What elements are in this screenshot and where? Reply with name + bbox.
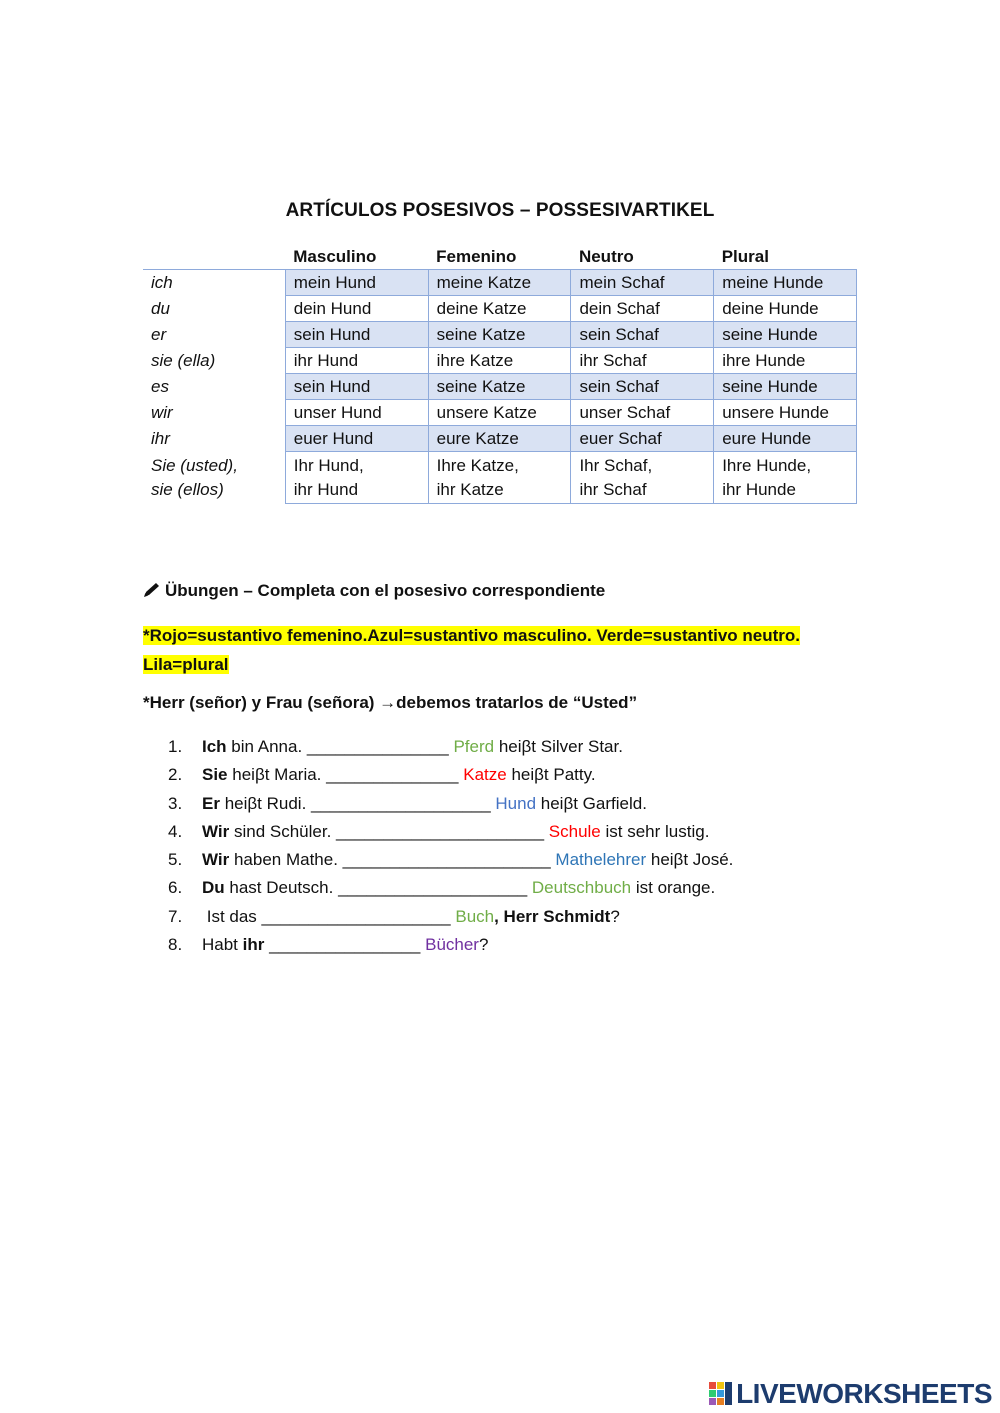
answer-blank[interactable]: ______________________	[342, 850, 551, 870]
item-text: Habt	[202, 935, 243, 955]
table-cell	[285, 452, 428, 504]
table-cell: euer Schaf	[571, 426, 714, 452]
table-cell: euer Hund	[285, 426, 428, 452]
item-noun: Deutschbuch	[531, 878, 632, 898]
possessive-table	[143, 243, 857, 504]
header-masculino: Masculino	[293, 247, 377, 266]
answer-blank[interactable]: ____________________	[261, 906, 451, 926]
item-text: ?	[610, 906, 620, 926]
table-cell: dein Schaf	[571, 296, 714, 322]
table-row	[143, 270, 857, 296]
table-row	[143, 296, 857, 322]
list-item	[168, 874, 733, 902]
cell-line: ihr Hunde	[722, 480, 796, 499]
list-item	[168, 733, 733, 761]
item-subject: Du	[202, 878, 225, 898]
item-noun: Hund	[495, 793, 537, 813]
item-subject: Wir	[202, 850, 230, 870]
table-cell: ihr Hund	[285, 348, 428, 374]
table-row	[143, 400, 857, 426]
item-noun: Bücher	[425, 935, 479, 955]
cell-line: Ihre Katze,	[436, 456, 519, 475]
pencil-icon	[143, 582, 161, 598]
table-corner	[143, 243, 285, 270]
table-cell: deine Hunde	[714, 296, 857, 322]
cell-line: Ihre Hunde,	[722, 456, 812, 475]
table-cell: unser Schaf	[571, 400, 714, 426]
item-noun: Mathelehrer	[555, 850, 647, 870]
answer-blank[interactable]: _______________	[306, 737, 449, 756]
pronoun-cell: ich	[151, 272, 173, 292]
item-subject: Wir	[202, 821, 230, 841]
cell-line: Ihr Schaf,	[579, 456, 653, 475]
pronoun-cell: es	[151, 376, 169, 396]
usted-note: *Herr (señor) y Frau (señora) →debemos tratarlos de “Usted”	[143, 693, 638, 712]
pronoun-cell: er	[151, 324, 167, 344]
pronoun-cell: du	[151, 298, 170, 318]
item-number: 5.	[168, 850, 183, 870]
table-cell: sein Schaf	[571, 374, 714, 400]
item-noun: Buch	[455, 906, 495, 926]
item-number: 2.	[168, 765, 183, 785]
item-text: ist sehr lustig.	[600, 821, 710, 841]
item-text: heiβt Garfield.	[536, 793, 647, 813]
legend-text: *Rojo=sustantivo femenino.Azul=sustantivo masculino. Verde=sustantivo neutro. Lila=plural	[143, 626, 800, 674]
page-title: ARTÍCULOS POSESIVOS – POSSESIVARTIKEL	[285, 200, 715, 221]
color-legend	[143, 621, 843, 679]
list-item	[168, 846, 733, 874]
brand-name: LIVEWORKSHEETS	[736, 1378, 992, 1409]
header-femenino: Femenino	[436, 247, 517, 266]
table-cell	[714, 452, 857, 504]
answer-blank[interactable]: ___________________	[311, 793, 491, 813]
item-text: sind Schüler.	[229, 821, 337, 841]
table-cell: meine Hunde	[714, 270, 857, 296]
table-cell: ihre Hunde	[714, 348, 857, 374]
table-row	[143, 426, 857, 452]
list-item	[168, 761, 733, 789]
item-noun: Katze	[463, 765, 507, 785]
list-item	[168, 790, 733, 818]
item-subject: Ich	[202, 737, 227, 756]
liveworksheets-logo-icon	[708, 1381, 734, 1407]
item-text: hast Deutsch.	[224, 878, 339, 898]
item-subject: ihr	[242, 935, 265, 955]
pronoun-cell: ihr	[151, 428, 170, 448]
table-cell: unsere Hunde	[714, 400, 857, 426]
table-cell	[571, 452, 714, 504]
pronoun-line: Sie (usted),	[151, 455, 238, 475]
table-cell	[428, 452, 571, 504]
table-cell: sein Schaf	[571, 322, 714, 348]
table-cell: sein Hund	[285, 374, 428, 400]
answer-blank[interactable]: ______________________	[336, 821, 545, 841]
table-cell: seine Katze	[428, 322, 571, 348]
item-number: 1.	[168, 737, 183, 756]
item-number: 7.	[168, 906, 183, 926]
header-plural: Plural	[721, 247, 769, 266]
item-text: heiβt José.	[646, 850, 734, 870]
table-cell: unsere Katze	[428, 400, 571, 426]
list-item	[168, 818, 733, 846]
table-cell: meine Katze	[428, 270, 571, 296]
list-item	[168, 931, 733, 959]
pronoun-cell	[143, 452, 285, 504]
table-cell: mein Schaf	[571, 270, 714, 296]
item-number: 6.	[168, 878, 183, 898]
item-text: ist orange.	[631, 878, 716, 898]
table-row	[143, 348, 857, 374]
header-neutro: Neutro	[578, 247, 634, 266]
item-noun: Pferd	[453, 737, 495, 756]
item-text: Ist das	[202, 906, 262, 926]
table-row	[143, 452, 857, 504]
table-cell: ihre Katze	[428, 348, 571, 374]
item-text: heiβt Rudi.	[219, 793, 312, 813]
item-text: heiβt Maria.	[227, 765, 327, 785]
table-cell: ihr Schaf	[571, 348, 714, 374]
table-cell: mein Hund	[285, 270, 428, 296]
item-number: 3.	[168, 793, 183, 813]
cell-line: ihr Hund	[293, 480, 359, 499]
table-cell: seine Katze	[428, 374, 571, 400]
item-text: bin Anna.	[226, 737, 307, 756]
footer-brand	[708, 1378, 992, 1410]
item-bold-text: , Herr Schmidt	[494, 906, 611, 926]
table-cell: eure Katze	[428, 426, 571, 452]
table-row	[143, 322, 857, 348]
table-cell: eure Hunde	[714, 426, 857, 452]
answer-blank[interactable]: ____________________	[338, 878, 528, 898]
list-item	[168, 903, 733, 931]
table-cell: sein Hund	[285, 322, 428, 348]
item-subject: Sie	[202, 765, 228, 785]
table-cell: seine Hunde	[714, 374, 857, 400]
item-text: ?	[478, 935, 489, 955]
cell-line: ihr Schaf	[579, 480, 647, 499]
item-number: 8.	[168, 935, 183, 955]
pronoun-cell: wir	[151, 402, 173, 422]
pronoun-cell: sie (ella)	[151, 350, 216, 370]
table-cell: seine Hunde	[714, 322, 857, 348]
item-text: haben Mathe.	[229, 850, 343, 870]
table-row	[143, 374, 857, 400]
item-text: heiβt Silver Star.	[494, 737, 623, 756]
exercise-title-text: Übungen – Completa con el posesivo correspondiente	[165, 581, 606, 600]
table-cell: dein Hund	[285, 296, 428, 322]
cell-line: ihr Katze	[436, 480, 504, 499]
answer-blank[interactable]: ______________	[326, 765, 459, 785]
exercise-title	[143, 581, 605, 601]
item-text: heiβt Patty.	[506, 765, 596, 785]
answer-blank[interactable]: ________________	[264, 935, 421, 955]
item-subject: Er	[202, 793, 220, 813]
table-cell: deine Katze	[428, 296, 571, 322]
exercise-list	[168, 733, 733, 959]
item-number: 4.	[168, 821, 183, 841]
pronoun-line: sie (ellos)	[151, 479, 224, 499]
item-noun: Schule	[548, 821, 601, 841]
cell-line: Ihr Hund,	[293, 456, 364, 475]
table-cell: unser Hund	[285, 400, 428, 426]
